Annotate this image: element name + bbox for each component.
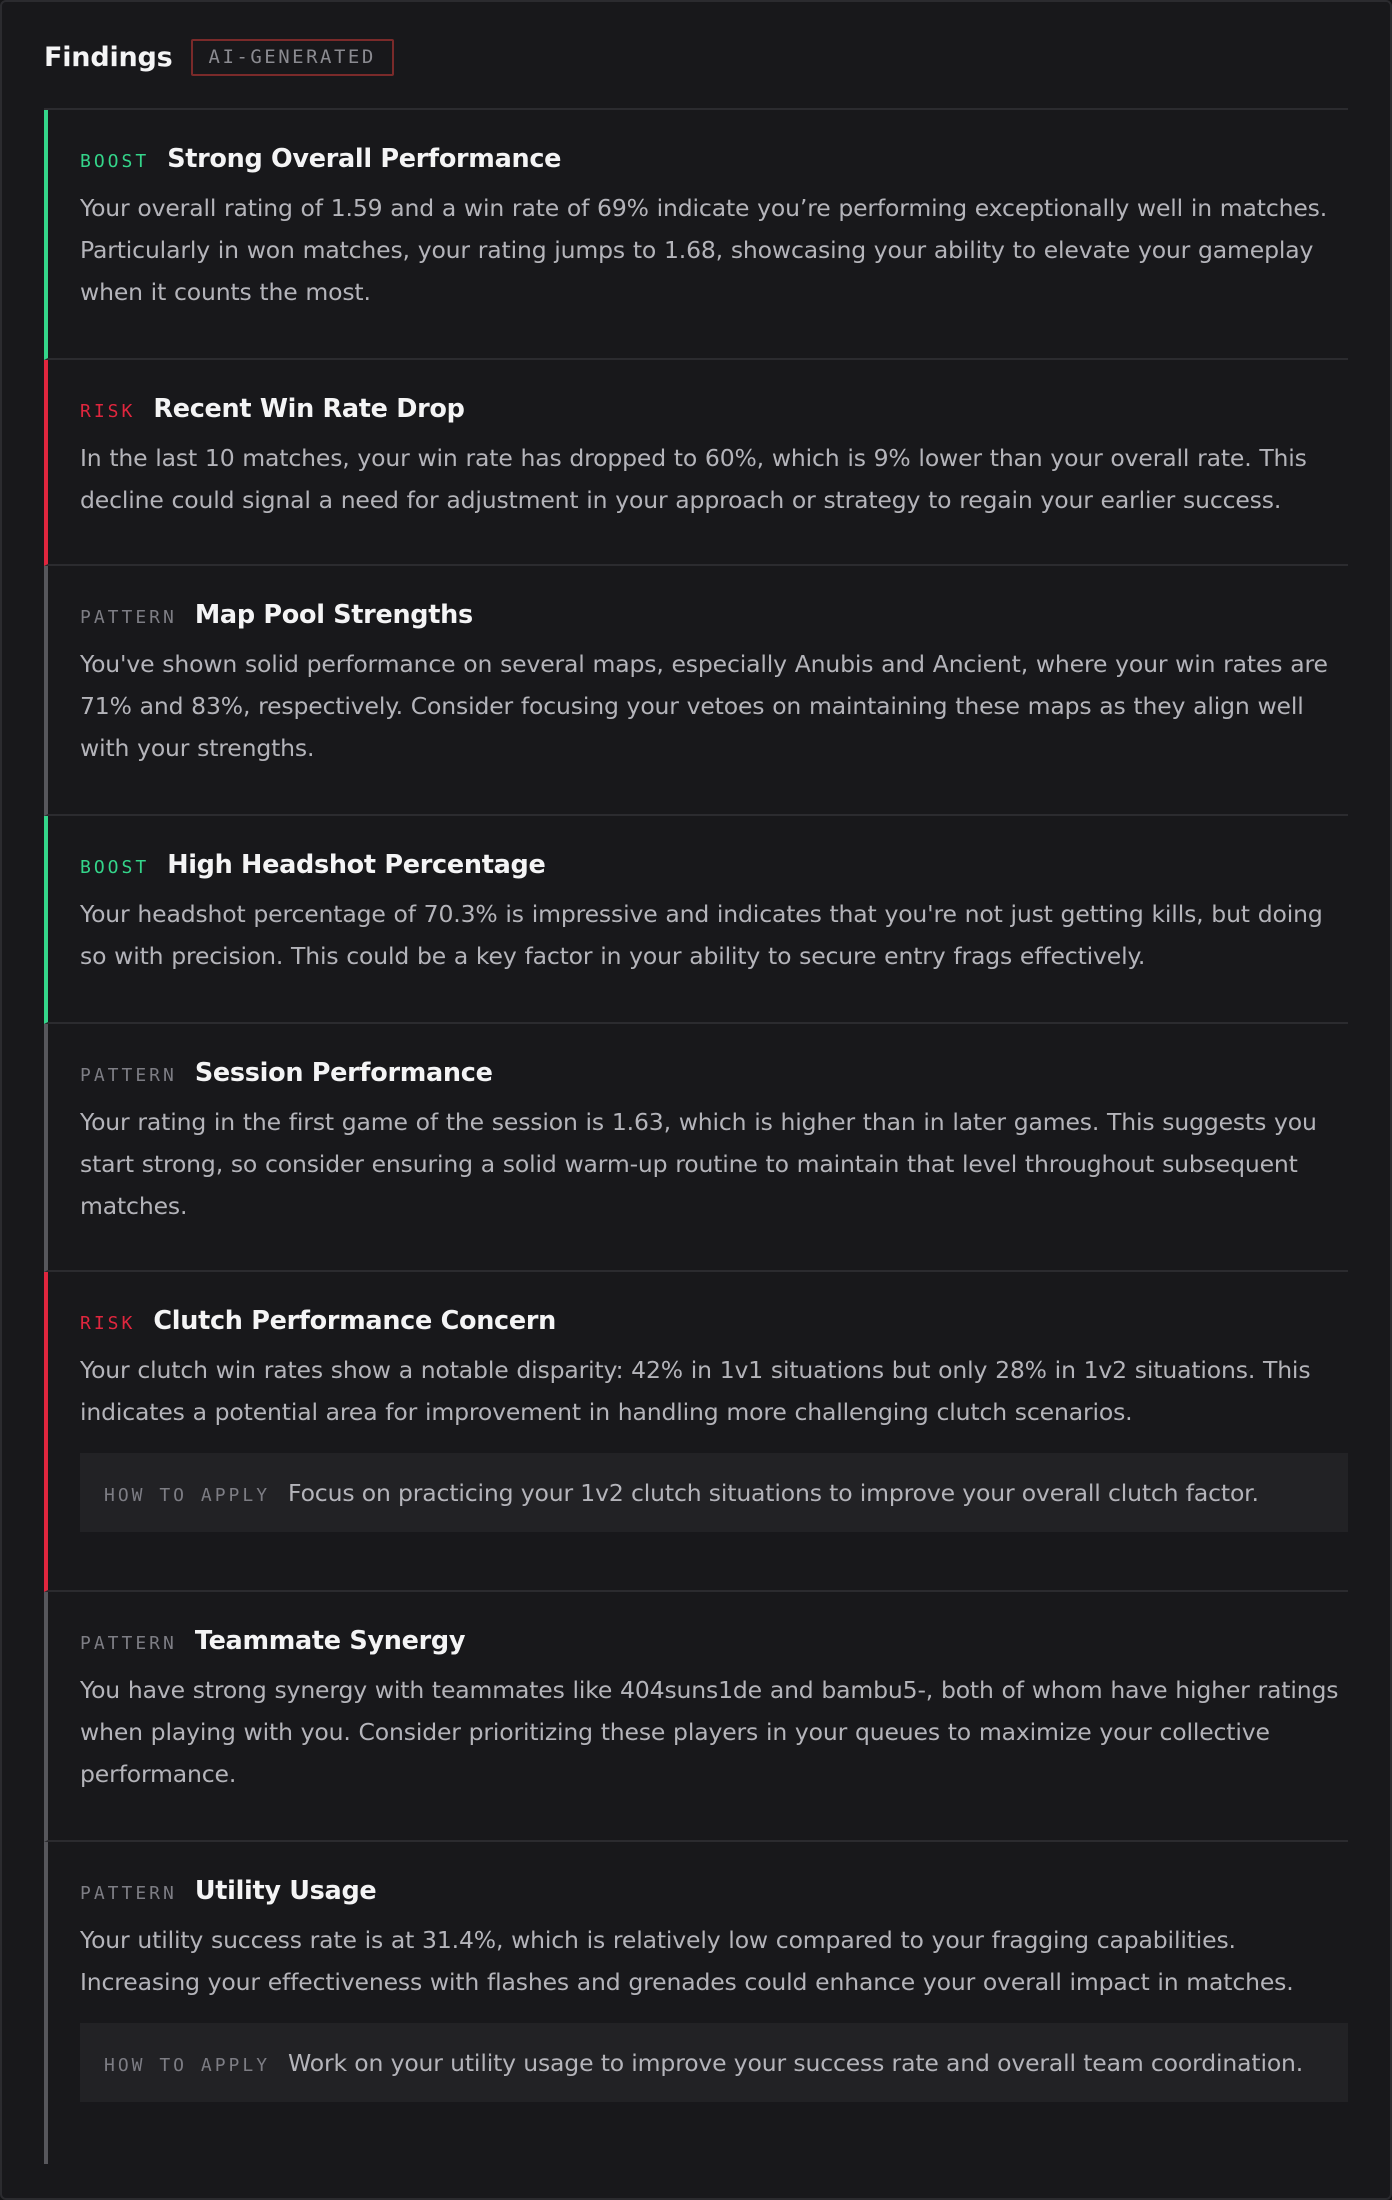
finding-tag: PATTERN [80, 1633, 177, 1654]
how-to-apply-box [80, 2023, 1348, 2102]
findings-list [44, 108, 1348, 2164]
finding-header [80, 850, 1348, 880]
findings-title: Findings [44, 41, 173, 73]
finding-tag: RISK [80, 1313, 136, 1334]
finding-header [80, 144, 1348, 174]
finding-title: Session Performance [194, 1058, 493, 1088]
finding-tag: PATTERN [80, 1883, 177, 1904]
finding-title: High Headshot Percentage [167, 850, 546, 880]
finding-header [80, 1876, 1348, 1906]
how-to-apply-text: Work on your utility usage to improve your success rate and overall team coordination. [288, 2049, 1304, 2077]
finding-title: Strong Overall Performance [167, 144, 562, 174]
finding-body: You've shown solid performance on several maps, especially Anubis and Ancient, where your win rates are 71% and 83%, respectively. Consider focusing your vetoes on maintaining these maps as they align well with your strengths. [80, 650, 1328, 762]
finding-body: Your utility success rate is at 31.4%, which is relatively low compared to your fragging capabilities. Increasing your effectiveness with flashes and grenades could enhance your overall impact in matches. [80, 1926, 1294, 1996]
finding-card [44, 1024, 1348, 1272]
finding-tag: PATTERN [80, 607, 177, 628]
ai-generated-badge: AI-GENERATED [191, 39, 394, 76]
finding-tag: BOOST [80, 151, 150, 172]
finding-tag: RISK [80, 401, 136, 422]
finding-card [44, 816, 1348, 1024]
finding-card [44, 566, 1348, 816]
how-to-apply-label: HOW TO APPLY [104, 1485, 271, 1506]
finding-card [44, 1272, 1348, 1592]
finding-header [80, 600, 1348, 630]
finding-title: Map Pool Strengths [194, 600, 473, 630]
how-to-apply-label: HOW TO APPLY [104, 2055, 271, 2076]
finding-tag: PATTERN [80, 1065, 177, 1086]
finding-title: Recent Win Rate Drop [153, 394, 465, 424]
finding-body: Your clutch win rates show a notable disparity: 42% in 1v1 situations but only 28% in 1v2 situations. This indicates a potential area for improvement in handling more challenging clutch scenarios. [80, 1356, 1311, 1426]
finding-tag: BOOST [80, 857, 150, 878]
finding-header [80, 1306, 1348, 1336]
finding-body: Your headshot percentage of 70.3% is impressive and indicates that you're not just getting kills, but doing so with precision. This could be a key factor in your ability to secure entry frags effectively. [80, 900, 1323, 970]
finding-body: Your rating in the first game of the session is 1.63, which is higher than in later games. This suggests you start strong, so consider ensuring a solid warm-up routine to maintain that level throughout subsequent matches. [80, 1108, 1317, 1220]
finding-title: Clutch Performance Concern [153, 1306, 557, 1336]
finding-header [80, 1058, 1348, 1088]
how-to-apply-text: Focus on practicing your 1v2 clutch situations to improve your overall clutch factor. [288, 1479, 1259, 1507]
finding-card [44, 360, 1348, 566]
finding-title: Utility Usage [194, 1876, 377, 1906]
finding-body: Your overall rating of 1.59 and a win rate of 69% indicate you’re performing exceptionally well in matches. Particularly in won matches, your rating jumps to 1.68, showcasing your ability to elevate your gameplay when it counts the most. [80, 194, 1328, 306]
finding-title: Teammate Synergy [194, 1626, 466, 1656]
findings-header [44, 2, 1348, 108]
how-to-apply-box [80, 1453, 1348, 1532]
finding-body: In the last 10 matches, your win rate has dropped to 60%, which is 9% lower than your overall rate. This decline could signal a need for adjustment in your approach or strategy to regain your earlier success. [80, 444, 1307, 514]
finding-card [44, 110, 1348, 360]
finding-card [44, 1592, 1348, 1842]
finding-header [80, 394, 1348, 424]
finding-card [44, 1842, 1348, 2164]
finding-body: You have strong synergy with teammates like 404suns1de and bambu5-, both of whom have higher ratings when playing with you. Consider prioritizing these players in your queues to maximize your collective performance. [80, 1676, 1339, 1788]
finding-header [80, 1626, 1348, 1656]
